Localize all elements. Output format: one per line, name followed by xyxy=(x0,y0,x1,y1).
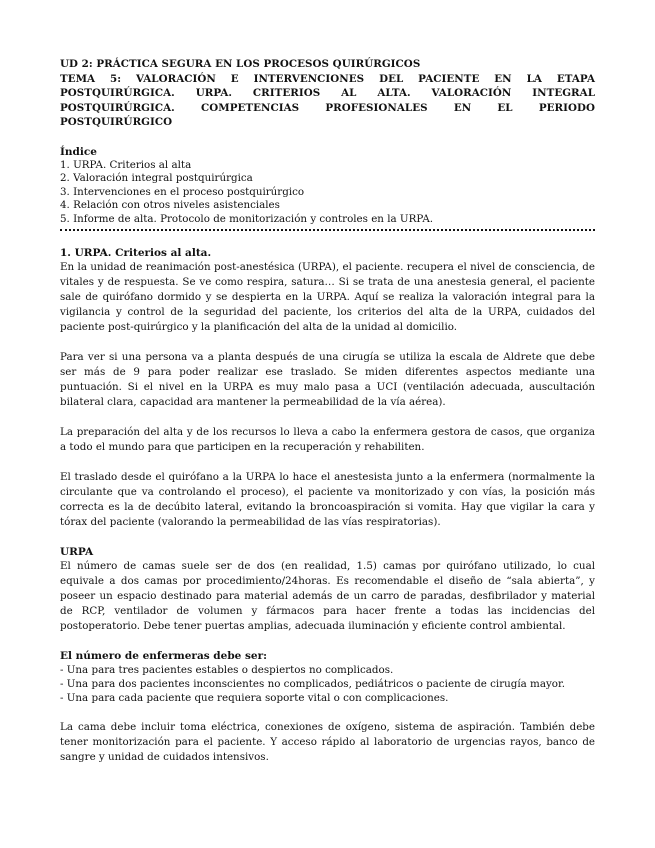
section-heading: 1. URPA. Criterios al alta. xyxy=(60,247,212,259)
paragraph: La preparación del alta y de los recursos lo lleva a cabo la enfermera gestora de casos, que organiza a todo el mundo para que participen en la recuperación y rehabiliten. xyxy=(60,426,595,453)
index-item: 2. Valoración integral postquirúrgica xyxy=(60,172,253,185)
list-item: - Una para cada paciente que requiera soporte vital o con complicaciones. xyxy=(60,692,449,704)
index-item: 1. URPA. Criterios al alta xyxy=(60,158,192,171)
urpa-heading: URPA xyxy=(60,546,94,558)
index-section xyxy=(60,145,595,226)
paragraph: El traslado desde el quirófano a la URPA lo hace el anestesista junto a la enfermera (normalmente la circulante que va controlando el proceso), el paciente va monitorizado y con vías, la posición más correcta es la de decúbito lateral, evitando la broncoaspiración si vomita. Hay que vigilar la cara y tórax del paciente (valorando la permeabilidad de las vías respiratorias). xyxy=(60,471,595,528)
index-item: 3. Intervenciones en el proceso postquirúrgico xyxy=(60,185,305,198)
index-item: 4. Relación con otros niveles asistenciales xyxy=(60,199,280,212)
list-item: - Una para tres pacientes estables o despiertos no complicados. xyxy=(60,664,394,676)
nurses-list xyxy=(60,663,595,705)
index-item: 5. Informe de alta. Protocolo de monitorización y controles en la URPA. xyxy=(60,212,434,225)
paragraph: Para ver si una persona va a planta después de una cirugía se utiliza la escala de Aldrete que debe ser más de 9 para poder realizar ese traslado. Se miden diferentes aspectos mediante una puntuación. Si el nivel en la URPA es muy malo pasa a UCI (ventilación adecuada, auscultación bilateral clara, capacidad ara mantener la permeabilidad de la vía aérea). xyxy=(60,351,595,408)
unit-title: UD 2: PRÁCTICA SEGURA EN LOS PROCESOS QUIRÚRGICOS xyxy=(60,58,421,70)
document-page xyxy=(60,57,595,765)
document-title xyxy=(60,57,595,130)
topic-title: TEMA 5: VALORACIÓN E INTERVENCIONES DEL PACIENTE EN LA ETAPA POSTQUIRÚRGICA. URPA. CRITERIOS AL ALTA. VALORACIÓN INTEGRAL POSTQUIRÚRGICA. COMPETENCIAS PROFESIONALES EN EL PERIODO POSTQUIRÚRGICO xyxy=(60,72,595,129)
index-heading: Índice xyxy=(60,145,97,158)
paragraph: El número de camas suele ser de dos (en realidad, 1.5) camas por quirófano utilizado, lo cual equivale a dos camas por procedimiento/24horas. Es recomendable el diseño de “sala abierta”, y poseer un espacio destinado para material además de un carro de paradas, desfibrilador y material de RCP, ventilador de volumen y fármacos para hacer frente a todas las incidencias del postoperatorio. Debe tener puertas amplias, adecuada iluminación y eficiente control ambiental. xyxy=(60,560,595,632)
paragraph: La cama debe incluir toma eléctrica, conexiones de oxígeno, sistema de aspiración. También debe tener monitorización para el paciente. Y acceso rápido al laboratorio de urgencias rayos, banco de sangre y unidad de cuidados intensivos. xyxy=(60,721,595,763)
dotted-divider xyxy=(60,229,595,231)
section-urpa-criteria xyxy=(60,246,595,530)
section-urpa xyxy=(60,545,595,765)
index-list xyxy=(60,159,595,226)
nurses-heading: El número de enfermeras debe ser: xyxy=(60,650,268,662)
list-item: - Una para dos pacientes inconscientes no complicados, pediátricos o paciente de cirugía mayor. xyxy=(60,678,566,690)
paragraph: En la unidad de reanimación post-anestésica (URPA), el paciente. recupera el nivel de consciencia, de vitales y de respuesta. Se ve como respira, satura… Si se trata de una anestesia general, el paciente sale de quirófano dormido y se despierta en la URPA. Aquí se realiza la valoración integral para la vigilancia y control de la seguridad del paciente, los criterios del alta de la URPA, cuidados del paciente post-quirúrgico y la planificación del alta de la unidad al domicilio. xyxy=(60,261,595,333)
